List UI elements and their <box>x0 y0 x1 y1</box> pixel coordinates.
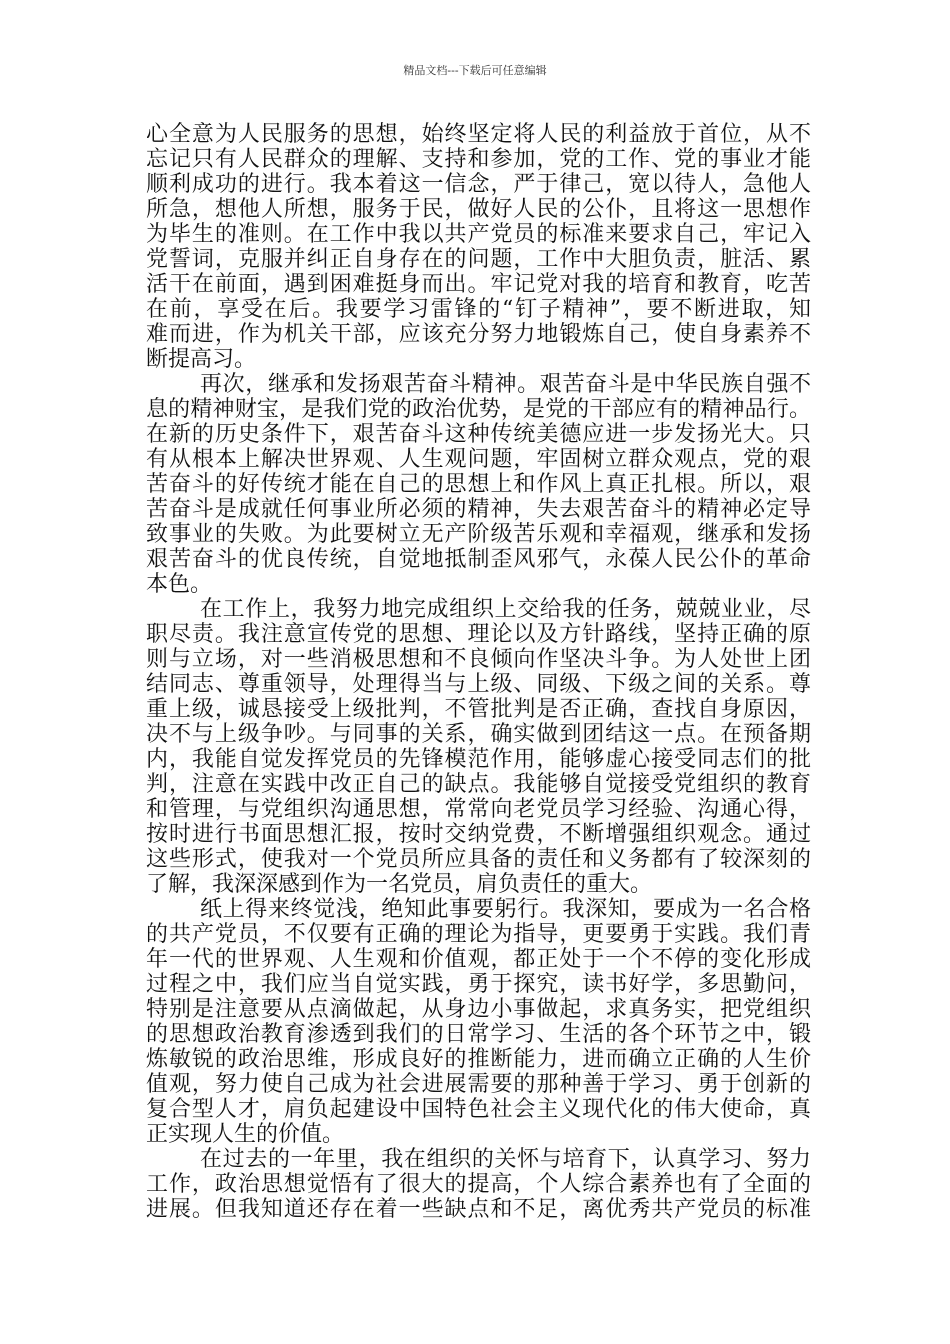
text-line: 则与立场，对一些消极思想和不良倾向作坚决斗争。为人处世上团 <box>146 647 811 672</box>
text-line: 复合型人才，肩负起建设中国特色社会主义现代化的伟大使命，真 <box>146 1097 811 1122</box>
text-line: 工作，政治思想觉悟有了很大的提高，个人综合素养也有了全面的 <box>146 1172 811 1197</box>
paragraph <box>146 122 811 372</box>
text-line: 纸上得来终觉浅，绝知此事要躬行。我深知，要成为一名合格 <box>200 897 811 922</box>
text-line: 了解，我深深感到作为一名党员，肩负责任的重大。 <box>146 872 653 897</box>
text-line: 决不与上级争吵。与同事的关系，确实做到团结这一点。在预备期 <box>146 722 811 747</box>
text-line: 心全意为人民服务的思想，始终坚定将人民的利益放于首位，从不 <box>146 122 811 147</box>
text-line: 进展。但我知道还存在着一些缺点和不足，离优秀共产党员的标准 <box>146 1197 811 1222</box>
text-line: 有从根本上解决世界观、人生观问题，牢固树立群众观点，党的艰 <box>146 447 811 472</box>
text-line: 值观，努力使自己成为社会进展需要的那种善于学习、勇于创新的 <box>146 1072 811 1097</box>
text-line: 息的精神财宝，是我们党的政治优势，是党的干部应有的精神品行。 <box>146 397 811 422</box>
text-line: 顺利成功的进行。我本着这一信念，严于律己，宽以待人，急他人 <box>146 172 811 197</box>
text-line: 苦奋斗的好传统才能在自己的思想上和作风上真正扎根。所以，艰 <box>146 472 811 497</box>
text-line: 年一代的世界观、人生观和价值观，都正处于一个不停的变化形成 <box>146 947 811 972</box>
text-line: 重上级，诚恳接受上级批判，不管批判是否正确，查找自身原因， <box>146 697 811 722</box>
text-line: 苦奋斗是成就任何事业所必须的精神，失去艰苦奋斗的精神必定导 <box>146 497 811 522</box>
text-line: 内，我能自觉发挥党员的先锋模范作用，能够虚心接受同志们的批 <box>146 747 811 772</box>
text-line: 党誓词，克服并纠正自身存在的问题，工作中大胆负责，脏活、累 <box>146 247 811 272</box>
text-line: 结同志、尊重领导，处理得当与上级、同级、下级之间的关系。尊 <box>146 672 811 697</box>
text-line: 在前，享受在后。我要学习雷锋的“钉子精神”，要不断进取，知 <box>146 297 811 322</box>
text-line: 再次，继承和发扬艰苦奋斗精神。艰苦奋斗是中华民族自强不 <box>200 372 811 397</box>
text-line: 过程之中，我们应当自觉实践，勇于探究，读书好学，多思勤问， <box>146 972 811 997</box>
text-line: 忘记只有人民群众的理解、支持和参加，党的工作、党的事业才能 <box>146 147 811 172</box>
text-line: 在过去的一年里，我在组织的关怀与培育下，认真学习、努力 <box>200 1147 811 1172</box>
text-line: 所急，想他人所想，服务于民，做好人民的公仆，且将这一思想作 <box>146 197 811 222</box>
text-line: 断提高习。 <box>146 347 257 372</box>
text-line: 为毕生的准则。在工作中我以共产党员的标准来要求自己，牢记入 <box>146 222 811 247</box>
paragraph <box>146 1147 811 1222</box>
text-line: 和管理，与党组织沟通思想，常常向老党员学习经验、沟通心得， <box>146 797 811 822</box>
text-line: 特别是注意要从点滴做起，从身边小事做起，求真务实，把党组织 <box>146 997 811 1022</box>
text-line: 难而进，作为机关干部，应该充分努力地锻炼自己，使自身素养不 <box>146 322 811 347</box>
text-line: 的思想政治教育渗透到我们的日常学习、生活的各个环节之中，锻 <box>146 1022 811 1047</box>
text-line: 这些形式，使我对一个党员所应具备的责任和义务都有了较深刻的 <box>146 847 811 872</box>
text-line: 炼敏锐的政治思维，形成良好的推断能力，进而确立正确的人生价 <box>146 1047 811 1072</box>
text-line: 判，注意在实践中改正自己的缺点。我能够自觉接受党组织的教育 <box>146 772 811 797</box>
paragraph <box>146 897 811 1147</box>
paragraph <box>146 372 811 597</box>
document-body <box>146 122 811 1222</box>
text-line: 本色。 <box>146 572 213 597</box>
text-line: 的共产党员，不仅要有正确的理论为指导，更要勇于实践。我们青 <box>146 922 811 947</box>
text-line: 正实现人生的价值。 <box>146 1122 345 1147</box>
text-line: 活干在前面，遇到困难挺身而出。牢记党对我的培育和教育，吃苦 <box>146 272 811 297</box>
text-line: 艰苦奋斗的优良传统，自觉地抵制歪风邪气，永葆人民公仆的革命 <box>146 547 811 572</box>
paragraph <box>146 597 811 897</box>
page-header: 精品文档---下载后可任意编辑 <box>403 64 547 77</box>
text-line: 在新的历史条件下，艰苦奋斗这种传统美德应进一步发扬光大。只 <box>146 422 811 447</box>
text-line: 按时进行书面思想汇报，按时交纳党费，不断增强组织观念。通过 <box>146 822 811 847</box>
text-line: 职尽责。我注意宣传党的思想、理论以及方针路线，坚持正确的原 <box>146 622 811 647</box>
text-line: 致事业的失败。为此要树立无产阶级苦乐观和幸福观，继承和发扬 <box>146 522 811 547</box>
text-line: 在工作上，我努力地完成组织上交给我的任务，兢兢业业，尽 <box>200 597 811 622</box>
